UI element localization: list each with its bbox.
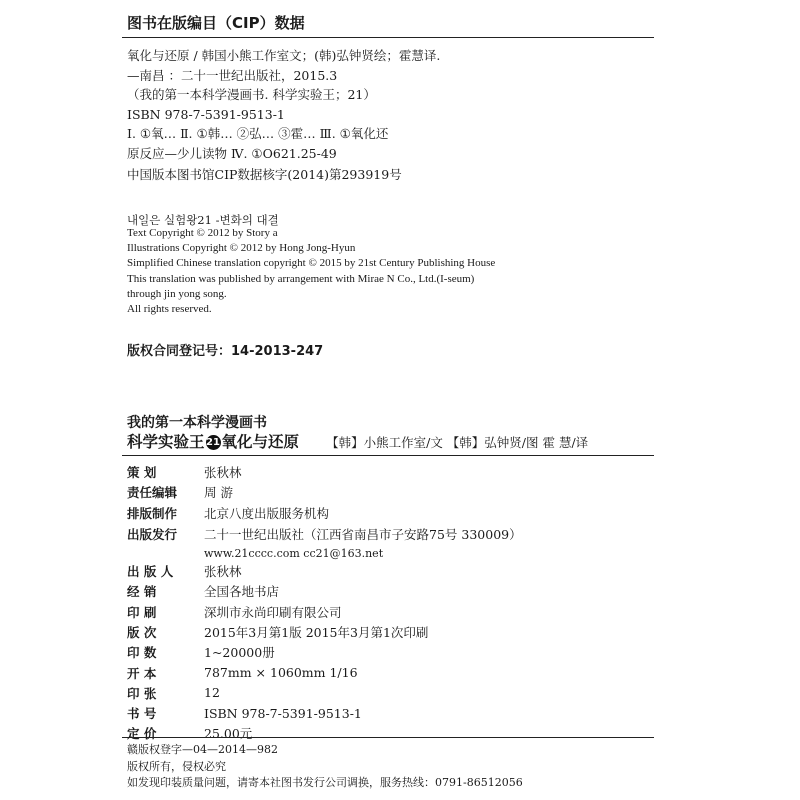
- copyright-line: Text Copyright © 2012 by Story a: [127, 227, 278, 239]
- series-title: 我的第一本科学漫画书: [127, 415, 267, 431]
- info-value: 2015年3月第1版 2015年3月第1次印刷: [204, 624, 429, 640]
- info-label: 定 价: [127, 726, 157, 742]
- info-row: [127, 622, 522, 642]
- info-value: 12: [204, 685, 220, 701]
- footer-notices: [127, 742, 523, 792]
- info-label: 书 号: [127, 706, 157, 722]
- book-title-prefix: 科学实验王: [127, 433, 205, 451]
- cip-core-record: 中国版本图书馆CIP数据核字(2014)第293919号: [127, 167, 402, 182]
- info-label: 版 次: [127, 624, 157, 640]
- info-value: 二十一世纪出版社（江西省南昌市子安路75号 330009）: [204, 526, 522, 542]
- info-label: 印 张: [127, 685, 157, 701]
- publisher-web-email: www.21cccc.com cc21@163.net: [204, 546, 384, 560]
- contract-registration-number: 版权合同登记号：14-2013-247: [127, 344, 324, 359]
- book-title-suffix: 氧化与还原: [221, 433, 300, 451]
- cip-line: （我的第一本科学漫画书. 科学实验王；21）: [127, 87, 376, 102]
- info-label: 策 划: [127, 465, 157, 481]
- info-value: 张秋林: [204, 564, 242, 580]
- copyright-line: Illustrations Copyright © 2012 by Hong Jong-Hyun: [127, 242, 356, 255]
- info-row: [127, 523, 522, 561]
- info-value: 25.00元: [204, 726, 253, 742]
- info-row: [127, 503, 522, 523]
- info-row: [127, 662, 522, 682]
- footer-line: 如发现印装质量问题，请寄本社图书发行公司调换，服务热线：0791-86512056: [127, 776, 523, 789]
- info-value: 1~20000册: [204, 645, 275, 661]
- footer-rule: [122, 737, 654, 738]
- cip-record: [127, 46, 440, 163]
- info-label: 出 版 人: [127, 564, 174, 580]
- info-row: [127, 462, 522, 482]
- cip-line: 原反应—少儿读物 Ⅳ. ①O621.25-49: [127, 145, 337, 161]
- cip-line: 氧化与还原 / 韩国小熊工作室文；(韩)弘钟贤绘；霍慧译.: [127, 48, 441, 63]
- info-row: [127, 642, 522, 662]
- info-row: [127, 683, 522, 703]
- info-label: 责任编辑: [127, 485, 178, 501]
- book-title-row: [127, 430, 588, 452]
- info-row: [127, 723, 522, 743]
- book-credits: 【韩】小熊工作室/文 【韩】弘钟贤/图 霍 慧/译: [326, 435, 589, 450]
- copyright-line: through jin yong song.: [127, 287, 227, 300]
- cip-line: ISBN 978-7-5391-9513-1: [127, 106, 285, 122]
- info-value-group: [204, 525, 522, 560]
- cip-line: Ⅰ. ①氧… Ⅱ. ①韩… ②弘… ③霍… Ⅲ. ①氧化还: [127, 126, 389, 141]
- volume-number-badge: 21: [206, 437, 220, 448]
- info-value: 787mm × 1060mm 1/16: [204, 665, 358, 681]
- info-label: 经 销: [127, 584, 157, 600]
- cip-top-rule: [122, 37, 654, 38]
- info-value: 深圳市永尚印刷有限公司: [204, 604, 342, 620]
- copyright-line: Simplified Chinese translation copyright © 2015 by 21st Century Publishing House: [127, 257, 496, 270]
- copyright-line: All rights reserved.: [127, 303, 212, 316]
- cip-line: —南昌 ：二十一世纪出版社，2015.3: [127, 67, 338, 83]
- info-label: 印 数: [127, 645, 157, 661]
- info-value: 周 游: [204, 485, 233, 501]
- publication-info-table: [127, 462, 522, 744]
- title-rule: [122, 455, 654, 456]
- info-row: [127, 581, 522, 601]
- info-row: [127, 703, 522, 723]
- info-label: 出版发行: [127, 526, 178, 542]
- copyright-notice: [127, 226, 495, 317]
- footer-line: 赣版权登字—04—2014—982: [127, 743, 278, 756]
- info-value: ISBN 978-7-5391-9513-1: [204, 705, 362, 721]
- cip-heading: 图书在版编目（CIP）数据: [127, 14, 305, 32]
- korean-original-title: 내일은 실험왕21 -변화의 대결: [127, 213, 279, 227]
- info-label: 印 刷: [127, 604, 157, 620]
- footer-line: 版权所有，侵权必究: [127, 759, 226, 773]
- info-value: 北京八度出版服务机构: [204, 505, 330, 521]
- copyright-line: This translation was published by arrangement with Mirae N Co., Ltd.(I-seum): [127, 272, 475, 285]
- info-value: 全国各地书店: [204, 584, 280, 600]
- info-label: 开 本: [127, 665, 157, 681]
- info-row: [127, 561, 522, 581]
- info-value: 张秋林: [204, 465, 242, 481]
- info-row: [127, 601, 522, 621]
- info-label: 排版制作: [127, 505, 178, 521]
- info-row: [127, 482, 522, 502]
